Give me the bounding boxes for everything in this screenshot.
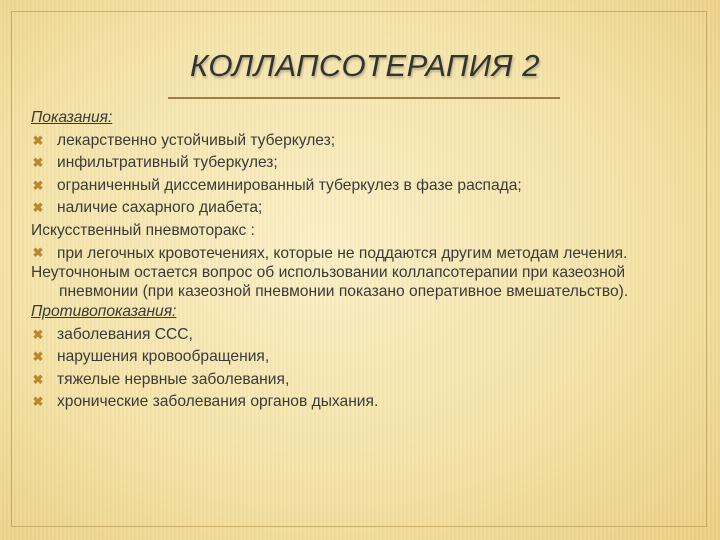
list-item-text: при легочных кровотечениях, которые не поддаются другим методам лечения. — [57, 245, 628, 262]
list-item-text: ограниченный диссеминированный туберкулез в фазе распада; — [57, 176, 522, 194]
list-item-text: хронические заболевания органов дыхания. — [57, 393, 379, 410]
list-item — [31, 197, 701, 220]
x-bullet-icon: ✖ — [32, 245, 44, 260]
note-paragraph: Неуточноным остается вопрос об использовании коллапсотерапии при казеозной пневмонии (при казеозной пневмонии показано оперативное вмешательство). — [31, 264, 629, 300]
list-item — [31, 152, 701, 175]
x-bullet-icon: ✖ — [32, 326, 44, 342]
list-item-text: наличие сахарного диабета; — [57, 199, 263, 216]
contraindications-heading: Противопоказания: — [31, 303, 177, 320]
pneumothorax-label: Искусственный пневмоторакс : — [31, 221, 255, 239]
list-item-text: заболевания ССС, — [57, 325, 193, 343]
x-bullet-icon: ✖ — [32, 155, 44, 170]
x-bullet-icon: ✖ — [32, 371, 44, 387]
list-item — [31, 324, 701, 347]
x-bullet-icon: ✖ — [32, 200, 44, 215]
list-item-text: тяжелые нервные заболевания, — [57, 370, 290, 388]
slide-content — [31, 107, 701, 414]
x-bullet-icon: ✖ — [32, 349, 44, 364]
list-item — [31, 369, 701, 392]
list-item-text: лекарственно устойчивый туберкулез; — [57, 131, 336, 149]
indications-heading: Показания: — [31, 109, 113, 126]
title-underline — [168, 97, 560, 99]
list-item — [31, 242, 701, 263]
list-item — [31, 391, 701, 414]
list-item-text: нарушения кровообращения, — [57, 348, 270, 365]
x-bullet-icon: ✖ — [32, 132, 44, 148]
x-bullet-icon: ✖ — [32, 394, 44, 409]
list-item-text: инфильтративный туберкулез; — [57, 154, 278, 171]
list-item — [31, 175, 701, 198]
list-item — [31, 130, 701, 153]
list-item — [31, 346, 701, 369]
x-bullet-icon: ✖ — [32, 177, 44, 193]
slide-title: КОЛЛАПСОТЕРАПИЯ 2 — [189, 48, 541, 83]
